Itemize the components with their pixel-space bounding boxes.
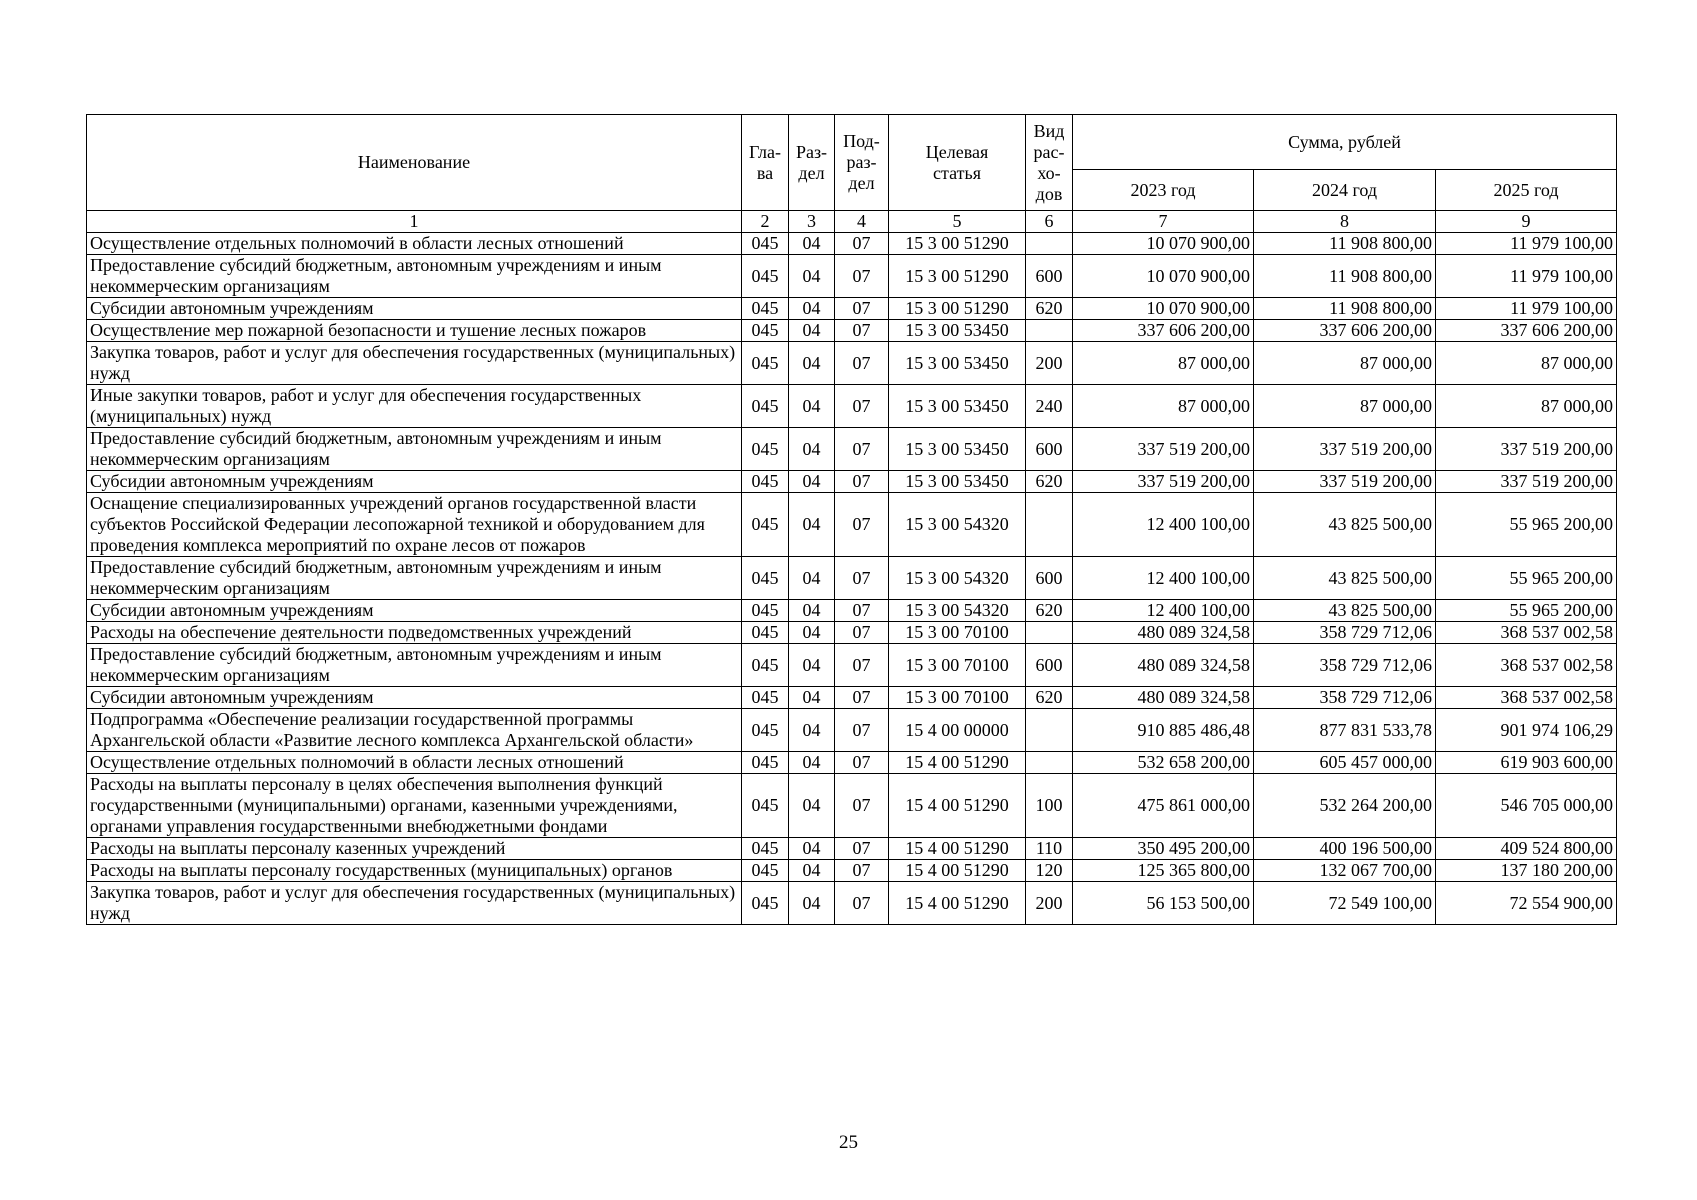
row-subsection: 07 <box>835 687 889 709</box>
row-expense-type: 110 <box>1026 838 1073 860</box>
table-row <box>87 709 1617 752</box>
row-section: 04 <box>789 774 835 838</box>
row-name: Расходы на выплаты персоналу государственных (муниципальных) органов <box>87 860 742 882</box>
row-amount-2024: 532 264 200,00 <box>1254 774 1436 838</box>
row-amount-2024: 43 825 500,00 <box>1254 493 1436 557</box>
row-expense-type: 200 <box>1026 342 1073 385</box>
row-expense-type: 600 <box>1026 557 1073 600</box>
row-amount-2023: 10 070 900,00 <box>1073 298 1254 320</box>
row-expense-type: 620 <box>1026 471 1073 493</box>
row-amount-2025: 409 524 800,00 <box>1436 838 1617 860</box>
row-expense-type: 600 <box>1026 428 1073 471</box>
row-chapter: 045 <box>742 255 789 298</box>
row-amount-2023: 12 400 100,00 <box>1073 493 1254 557</box>
row-subsection: 07 <box>835 471 889 493</box>
row-target-article: 15 4 00 51290 <box>889 752 1026 774</box>
row-amount-2025: 11 979 100,00 <box>1436 255 1617 298</box>
row-amount-2023: 480 089 324,58 <box>1073 687 1254 709</box>
table-row <box>87 493 1617 557</box>
row-amount-2025: 368 537 002,58 <box>1436 644 1617 687</box>
table-row <box>87 342 1617 385</box>
row-section: 04 <box>789 600 835 622</box>
row-subsection: 07 <box>835 428 889 471</box>
row-name: Предоставление субсидий бюджетным, автономным учреждениям и иным некоммерческим организациям <box>87 428 742 471</box>
row-target-article: 15 3 00 53450 <box>889 428 1026 471</box>
row-target-article: 15 3 00 54320 <box>889 493 1026 557</box>
row-target-article: 15 3 00 70100 <box>889 644 1026 687</box>
column-number: 7 <box>1073 211 1254 233</box>
row-chapter: 045 <box>742 644 789 687</box>
column-number: 8 <box>1254 211 1436 233</box>
row-name: Расходы на выплаты персоналу в целях обеспечения выполнения функций государственными (муниципальными) органами, казенными учреждениями, органами управления государственными внебюджетными фондами <box>87 774 742 838</box>
table-row <box>87 687 1617 709</box>
column-number: 9 <box>1436 211 1617 233</box>
row-section: 04 <box>789 644 835 687</box>
row-target-article: 15 3 00 53450 <box>889 320 1026 342</box>
table-row <box>87 385 1617 428</box>
row-target-article: 15 3 00 70100 <box>889 687 1026 709</box>
row-name: Предоставление субсидий бюджетным, автономным учреждениям и иным некоммерческим организациям <box>87 644 742 687</box>
row-subsection: 07 <box>835 774 889 838</box>
row-target-article: 15 3 00 54320 <box>889 557 1026 600</box>
row-amount-2023: 475 861 000,00 <box>1073 774 1254 838</box>
table-row <box>87 557 1617 600</box>
row-amount-2023: 12 400 100,00 <box>1073 557 1254 600</box>
row-expense-type <box>1026 493 1073 557</box>
row-amount-2025: 11 979 100,00 <box>1436 233 1617 255</box>
row-section: 04 <box>789 342 835 385</box>
header-expense-type: Вид рас- хо- дов <box>1026 115 1073 211</box>
row-subsection: 07 <box>835 298 889 320</box>
row-amount-2025: 546 705 000,00 <box>1436 774 1617 838</box>
table-row <box>87 600 1617 622</box>
row-name: Оснащение специализированных учреждений органов государственной власти субъектов Российской Федерации лесопожарной техникой и оборудованием для проведения комплекса мероприятий по охране лесов от пожаров <box>87 493 742 557</box>
row-name: Субсидии автономным учреждениям <box>87 687 742 709</box>
row-expense-type: 620 <box>1026 298 1073 320</box>
row-amount-2025: 55 965 200,00 <box>1436 493 1617 557</box>
header-year-2024: 2024 год <box>1254 170 1436 211</box>
row-amount-2025: 337 519 200,00 <box>1436 428 1617 471</box>
row-amount-2024: 400 196 500,00 <box>1254 838 1436 860</box>
row-chapter: 045 <box>742 385 789 428</box>
header-name: Наименование <box>87 115 742 211</box>
row-amount-2023: 125 365 800,00 <box>1073 860 1254 882</box>
row-amount-2023: 337 519 200,00 <box>1073 471 1254 493</box>
row-section: 04 <box>789 709 835 752</box>
row-section: 04 <box>789 687 835 709</box>
row-name: Осуществление отдельных полномочий в области лесных отношений <box>87 752 742 774</box>
row-amount-2024: 337 519 200,00 <box>1254 428 1436 471</box>
row-amount-2023: 56 153 500,00 <box>1073 882 1254 925</box>
column-number: 6 <box>1026 211 1073 233</box>
row-section: 04 <box>789 838 835 860</box>
row-subsection: 07 <box>835 320 889 342</box>
row-chapter: 045 <box>742 493 789 557</box>
row-amount-2024: 72 549 100,00 <box>1254 882 1436 925</box>
table-row <box>87 622 1617 644</box>
row-section: 04 <box>789 622 835 644</box>
row-name: Расходы на обеспечение деятельности подведомственных учреждений <box>87 622 742 644</box>
row-amount-2024: 11 908 800,00 <box>1254 233 1436 255</box>
row-amount-2023: 350 495 200,00 <box>1073 838 1254 860</box>
row-chapter: 045 <box>742 709 789 752</box>
table-row <box>87 255 1617 298</box>
row-subsection: 07 <box>835 557 889 600</box>
row-chapter: 045 <box>742 320 789 342</box>
row-target-article: 15 3 00 51290 <box>889 233 1026 255</box>
header-target: Целевая статья <box>889 115 1026 211</box>
row-amount-2025: 368 537 002,58 <box>1436 622 1617 644</box>
row-chapter: 045 <box>742 882 789 925</box>
row-amount-2025: 87 000,00 <box>1436 342 1617 385</box>
row-section: 04 <box>789 428 835 471</box>
budget-table <box>86 114 1617 925</box>
row-subsection: 07 <box>835 752 889 774</box>
row-chapter: 045 <box>742 342 789 385</box>
row-section: 04 <box>789 860 835 882</box>
row-amount-2025: 55 965 200,00 <box>1436 600 1617 622</box>
row-amount-2024: 358 729 712,06 <box>1254 644 1436 687</box>
column-number: 3 <box>789 211 835 233</box>
row-amount-2024: 43 825 500,00 <box>1254 557 1436 600</box>
header-section: Раз- дел <box>789 115 835 211</box>
row-name: Субсидии автономным учреждениям <box>87 298 742 320</box>
row-target-article: 15 3 00 70100 <box>889 622 1026 644</box>
header-chapter: Гла- ва <box>742 115 789 211</box>
table-row <box>87 774 1617 838</box>
row-expense-type <box>1026 233 1073 255</box>
row-amount-2024: 11 908 800,00 <box>1254 255 1436 298</box>
row-target-article: 15 3 00 51290 <box>889 298 1026 320</box>
row-name: Осуществление мер пожарной безопасности и тушение лесных пожаров <box>87 320 742 342</box>
row-name: Осуществление отдельных полномочий в области лесных отношений <box>87 233 742 255</box>
row-amount-2025: 137 180 200,00 <box>1436 860 1617 882</box>
row-chapter: 045 <box>742 838 789 860</box>
page-number: 25 <box>839 1132 858 1153</box>
row-subsection: 07 <box>835 622 889 644</box>
header-sum: Сумма, рублей <box>1073 115 1617 170</box>
row-subsection: 07 <box>835 644 889 687</box>
row-amount-2023: 10 070 900,00 <box>1073 233 1254 255</box>
row-amount-2024: 605 457 000,00 <box>1254 752 1436 774</box>
table-row <box>87 428 1617 471</box>
row-target-article: 15 4 00 51290 <box>889 774 1026 838</box>
row-amount-2023: 10 070 900,00 <box>1073 255 1254 298</box>
row-expense-type <box>1026 752 1073 774</box>
row-amount-2023: 337 519 200,00 <box>1073 428 1254 471</box>
table-header <box>87 115 1617 233</box>
row-target-article: 15 4 00 51290 <box>889 860 1026 882</box>
table-row <box>87 882 1617 925</box>
row-amount-2024: 43 825 500,00 <box>1254 600 1436 622</box>
table-row <box>87 838 1617 860</box>
row-section: 04 <box>789 493 835 557</box>
row-expense-type: 120 <box>1026 860 1073 882</box>
row-chapter: 045 <box>742 471 789 493</box>
row-amount-2025: 337 606 200,00 <box>1436 320 1617 342</box>
column-number: 2 <box>742 211 789 233</box>
row-chapter: 045 <box>742 687 789 709</box>
row-expense-type <box>1026 709 1073 752</box>
row-expense-type: 600 <box>1026 644 1073 687</box>
row-chapter: 045 <box>742 752 789 774</box>
row-amount-2025: 901 974 106,29 <box>1436 709 1617 752</box>
row-amount-2024: 337 606 200,00 <box>1254 320 1436 342</box>
row-amount-2024: 11 908 800,00 <box>1254 298 1436 320</box>
row-amount-2025: 87 000,00 <box>1436 385 1617 428</box>
column-number: 4 <box>835 211 889 233</box>
row-amount-2023: 910 885 486,48 <box>1073 709 1254 752</box>
row-chapter: 045 <box>742 428 789 471</box>
row-amount-2024: 358 729 712,06 <box>1254 687 1436 709</box>
row-subsection: 07 <box>835 882 889 925</box>
row-target-article: 15 3 00 54320 <box>889 600 1026 622</box>
column-number: 5 <box>889 211 1026 233</box>
row-section: 04 <box>789 557 835 600</box>
table-row <box>87 233 1617 255</box>
row-name: Субсидии автономным учреждениям <box>87 471 742 493</box>
row-expense-type: 200 <box>1026 882 1073 925</box>
row-amount-2023: 12 400 100,00 <box>1073 600 1254 622</box>
row-expense-type: 620 <box>1026 687 1073 709</box>
row-expense-type: 620 <box>1026 600 1073 622</box>
header-subsection: Под- раз- дел <box>835 115 889 211</box>
row-target-article: 15 3 00 53450 <box>889 385 1026 428</box>
row-subsection: 07 <box>835 255 889 298</box>
row-amount-2023: 480 089 324,58 <box>1073 644 1254 687</box>
row-subsection: 07 <box>835 709 889 752</box>
row-name: Субсидии автономным учреждениям <box>87 600 742 622</box>
row-amount-2023: 480 089 324,58 <box>1073 622 1254 644</box>
row-expense-type: 600 <box>1026 255 1073 298</box>
row-name: Иные закупки товаров, работ и услуг для обеспечения государственных (муниципальных) нужд <box>87 385 742 428</box>
row-expense-type <box>1026 320 1073 342</box>
row-amount-2025: 55 965 200,00 <box>1436 557 1617 600</box>
row-target-article: 15 3 00 51290 <box>889 255 1026 298</box>
row-name: Закупка товаров, работ и услуг для обеспечения государственных (муниципальных) нужд <box>87 882 742 925</box>
row-section: 04 <box>789 385 835 428</box>
table-row <box>87 471 1617 493</box>
table-row <box>87 860 1617 882</box>
row-subsection: 07 <box>835 838 889 860</box>
table-body <box>87 233 1617 925</box>
row-section: 04 <box>789 255 835 298</box>
row-amount-2024: 87 000,00 <box>1254 342 1436 385</box>
row-amount-2023: 87 000,00 <box>1073 385 1254 428</box>
row-amount-2025: 337 519 200,00 <box>1436 471 1617 493</box>
row-section: 04 <box>789 882 835 925</box>
row-target-article: 15 4 00 51290 <box>889 882 1026 925</box>
row-section: 04 <box>789 752 835 774</box>
column-number: 1 <box>87 211 742 233</box>
row-expense-type: 240 <box>1026 385 1073 428</box>
row-amount-2024: 877 831 533,78 <box>1254 709 1436 752</box>
header-year-2023: 2023 год <box>1073 170 1254 211</box>
row-amount-2025: 368 537 002,58 <box>1436 687 1617 709</box>
row-amount-2024: 337 519 200,00 <box>1254 471 1436 493</box>
header-year-2025: 2025 год <box>1436 170 1617 211</box>
row-name: Предоставление субсидий бюджетным, автономным учреждениям и иным некоммерческим организациям <box>87 557 742 600</box>
row-target-article: 15 3 00 53450 <box>889 342 1026 385</box>
column-number-row <box>87 211 1617 233</box>
row-section: 04 <box>789 298 835 320</box>
row-chapter: 045 <box>742 774 789 838</box>
table-row <box>87 752 1617 774</box>
row-name: Подпрограмма «Обеспечение реализации государственной программы Архангельской области «Развитие лесного комплекса Архангельской области» <box>87 709 742 752</box>
row-subsection: 07 <box>835 493 889 557</box>
row-amount-2023: 87 000,00 <box>1073 342 1254 385</box>
row-subsection: 07 <box>835 600 889 622</box>
row-name: Расходы на выплаты персоналу казенных учреждений <box>87 838 742 860</box>
row-target-article: 15 4 00 00000 <box>889 709 1026 752</box>
row-target-article: 15 4 00 51290 <box>889 838 1026 860</box>
row-chapter: 045 <box>742 600 789 622</box>
row-name: Предоставление субсидий бюджетным, автономным учреждениям и иным некоммерческим организациям <box>87 255 742 298</box>
row-amount-2024: 358 729 712,06 <box>1254 622 1436 644</box>
row-section: 04 <box>789 471 835 493</box>
table-row <box>87 644 1617 687</box>
row-target-article: 15 3 00 53450 <box>889 471 1026 493</box>
row-chapter: 045 <box>742 557 789 600</box>
table-row <box>87 320 1617 342</box>
row-subsection: 07 <box>835 342 889 385</box>
row-amount-2023: 532 658 200,00 <box>1073 752 1254 774</box>
row-subsection: 07 <box>835 860 889 882</box>
row-expense-type <box>1026 622 1073 644</box>
row-section: 04 <box>789 233 835 255</box>
row-amount-2025: 619 903 600,00 <box>1436 752 1617 774</box>
row-amount-2024: 132 067 700,00 <box>1254 860 1436 882</box>
row-amount-2024: 87 000,00 <box>1254 385 1436 428</box>
row-name: Закупка товаров, работ и услуг для обеспечения государственных (муниципальных) нужд <box>87 342 742 385</box>
row-amount-2025: 72 554 900,00 <box>1436 882 1617 925</box>
row-subsection: 07 <box>835 385 889 428</box>
table-row <box>87 298 1617 320</box>
row-amount-2025: 11 979 100,00 <box>1436 298 1617 320</box>
row-section: 04 <box>789 320 835 342</box>
row-expense-type: 100 <box>1026 774 1073 838</box>
row-amount-2023: 337 606 200,00 <box>1073 320 1254 342</box>
row-chapter: 045 <box>742 298 789 320</box>
row-chapter: 045 <box>742 233 789 255</box>
row-chapter: 045 <box>742 860 789 882</box>
row-subsection: 07 <box>835 233 889 255</box>
row-chapter: 045 <box>742 622 789 644</box>
